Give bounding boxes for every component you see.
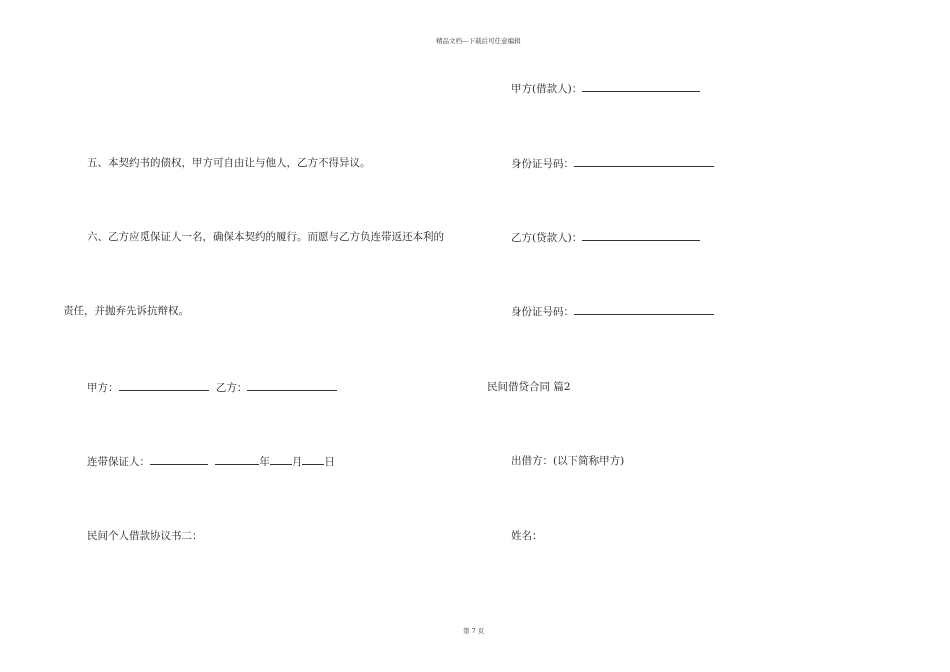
party-a-blank: [119, 380, 209, 391]
agreement-title: 民间个人借款协议书二：: [87, 530, 203, 542]
party-b-label: 乙方：: [215, 382, 248, 394]
guarantor-label: 连带保证人：: [87, 456, 150, 468]
clause-6-line-1: 六、乙方应觅保证人一名，确保本契约的履行。而愿与乙方负连带返还本利的: [87, 231, 444, 243]
borrower-line: [511, 81, 700, 96]
clause-5: 五、本契约书的债权，甲方可自由让与他人，乙方不得异议。: [87, 157, 371, 169]
party-a-label: 甲方：: [87, 382, 119, 394]
lender-blank: [582, 230, 700, 241]
name-label: 姓名：: [511, 530, 543, 542]
lender-intro: 出借方：(以下简称甲方): [511, 455, 625, 467]
clause-6-line-2: 责任，并抛弃先诉抗辩权。: [63, 305, 189, 317]
id-line-2: [511, 304, 714, 319]
day-label: 日: [324, 456, 335, 468]
month-blank: [270, 454, 292, 465]
id-label-2: 身份证号码：: [511, 306, 574, 318]
id-label-1: 身份证号码：: [511, 158, 574, 170]
party-b-blank: [247, 380, 337, 391]
month-label: 月: [291, 456, 303, 468]
signature-line-parties: [87, 380, 337, 395]
borrower-blank: [582, 81, 700, 92]
year-blank: [215, 454, 259, 465]
page-number: 第 7 页: [463, 627, 485, 635]
id-line-1: [511, 156, 714, 171]
page-header: 精品文档---下载后可任意编辑: [436, 37, 521, 45]
lender-line: [511, 230, 700, 245]
contract-title: 民间借贷合同 篇2: [487, 381, 571, 393]
day-blank: [302, 454, 324, 465]
id-blank-2: [574, 304, 714, 315]
guarantor-line: [87, 454, 335, 469]
year-label: 年: [259, 456, 270, 468]
lender-label: 乙方(贷款人)：: [511, 232, 583, 244]
borrower-label: 甲方(借款人)：: [511, 83, 583, 95]
id-blank-1: [574, 156, 714, 167]
guarantor-blank: [150, 454, 208, 465]
